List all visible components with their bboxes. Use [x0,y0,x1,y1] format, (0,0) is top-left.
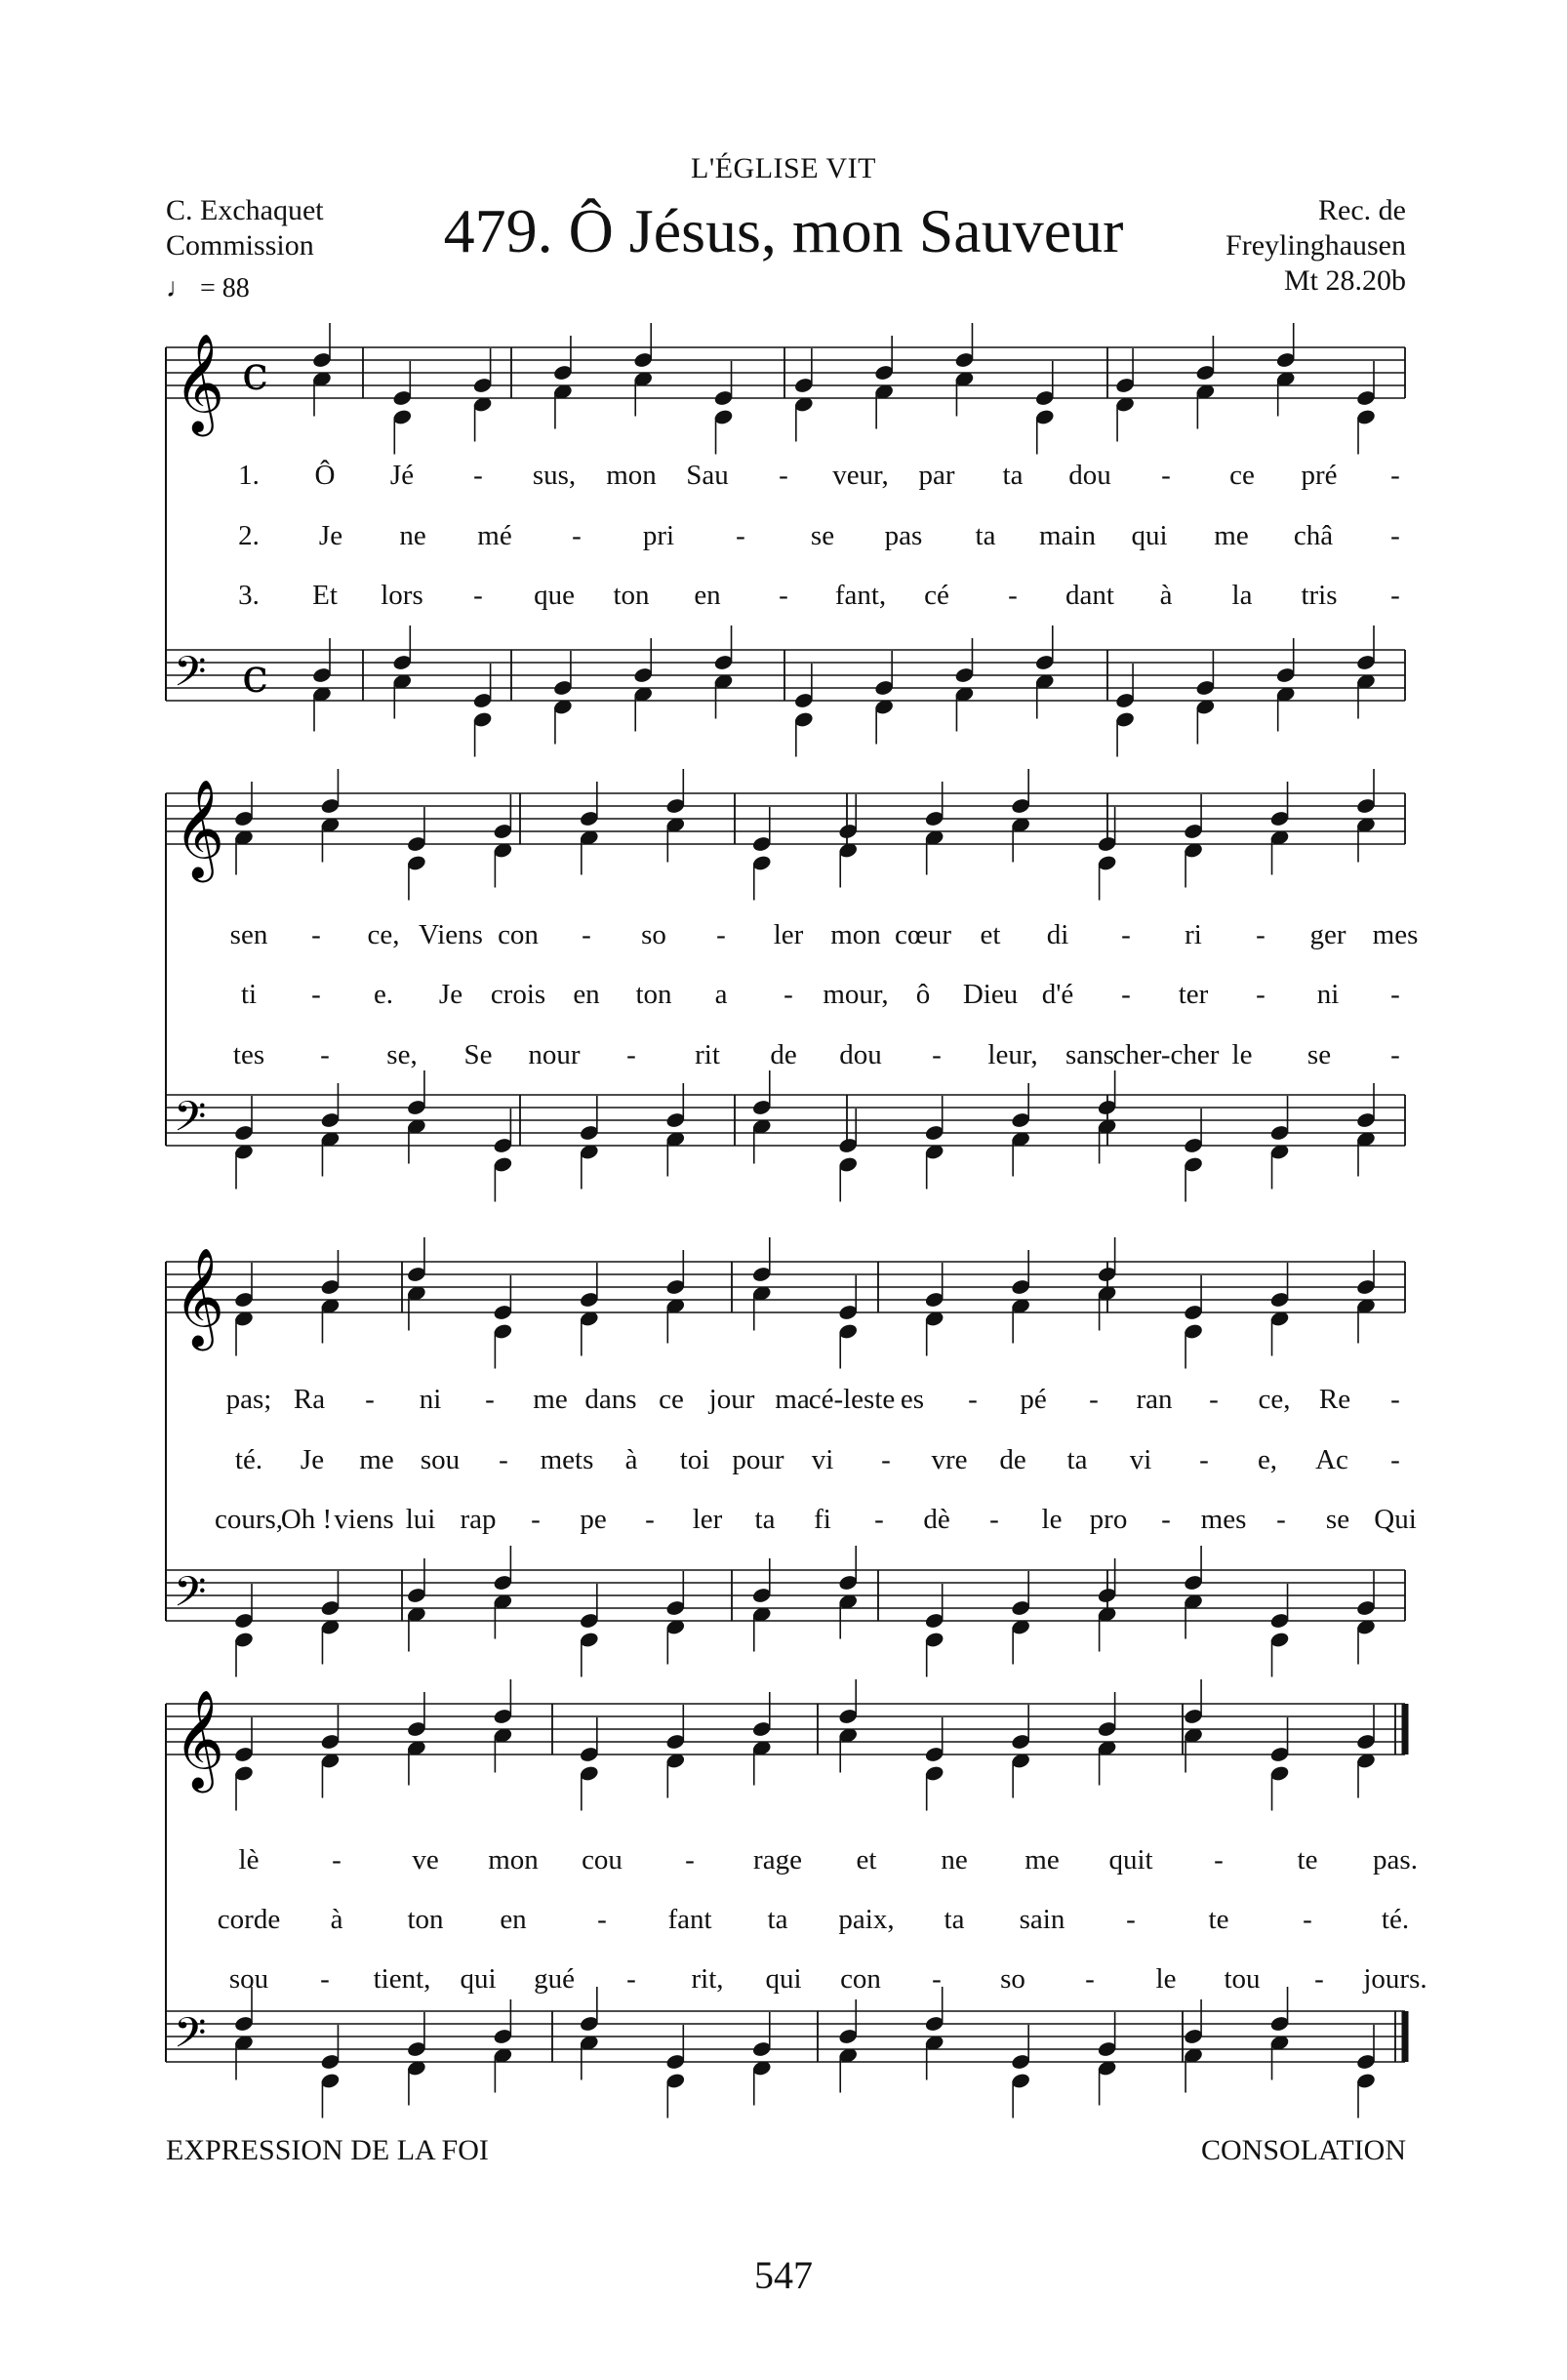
lyric-syllable: pas [884,520,923,551]
lyric-syllable: ta [1002,460,1024,491]
lyric-syllable: châ [1293,520,1334,551]
lyric-syllable: à [330,1904,343,1935]
lyric-syllable: qui [460,1963,497,1995]
lyric-syllable: vre [931,1444,968,1475]
lyric-syllable: tient, [373,1963,431,1995]
lyric-syllable: es [900,1384,925,1415]
lyric-syllable: ton [613,580,650,611]
lyric-syllable: vi [1129,1444,1152,1475]
lyric-syllable: Et [312,580,338,611]
lyric-syllable: ta [975,520,996,551]
lyric-syllable: ta [767,1904,788,1935]
lyric-syllable: mon [488,1844,539,1876]
lyric-syllable: leur, [987,1039,1038,1070]
lyric-syllable: que [534,580,575,611]
lyric-syllable: con [498,919,539,950]
lyric-syllable: se [810,520,835,551]
translator-credit: Commission [166,229,314,262]
lyric-syllable: se, [386,1039,418,1070]
footer-right-theme: CONSOLATION [1201,2134,1406,2166]
lyric-syllable: ce, [367,919,400,950]
lyric-syllable: Jé [389,460,415,491]
lyric-hyphen: - [1390,1444,1400,1475]
lyric-syllable: sou [420,1444,461,1475]
lyric-syllable: mour, [823,979,889,1010]
lyric-syllable: cœur [895,919,951,950]
lyric-syllable: cé-leste [808,1384,896,1415]
lyric-hyphen: - [1390,460,1400,491]
lyric-hyphen: - [473,580,483,611]
lyric-syllable: mé [477,520,512,551]
lyric-syllable: rap [460,1504,497,1535]
lyric-syllable: a [714,979,728,1010]
lyric-hyphen: - [1390,520,1400,551]
lyric-syllable: ter [1178,979,1209,1010]
lyric-syllable: en [573,979,600,1010]
lyric-syllable: en [694,580,721,611]
lyric-syllable: vi [811,1444,834,1475]
lyric-syllable: à [624,1444,638,1475]
lyric-hyphen: - [1209,1384,1219,1415]
lyric-syllable: tes [232,1039,265,1070]
tempo-value: = 88 [200,273,250,303]
lyric-syllable: 2. [238,520,260,551]
lyric-syllable: ger [1309,919,1346,950]
lyric-syllable: te [1297,1844,1318,1876]
lyric-syllable: dou [1068,460,1111,491]
composer-credit-line2: Freylinghausen [1225,229,1406,262]
lyric-syllable: dant [1065,580,1114,611]
lyric-syllable: ce [659,1384,684,1415]
lyric-syllable: ce [1229,460,1255,491]
lyric-syllable: ta [1066,1444,1088,1475]
lyric-syllable: Se [463,1039,493,1070]
lyric-syllable: Dieu [962,979,1019,1010]
lyric-syllable: pro [1089,1504,1128,1535]
lyric-hyphen: - [932,1039,942,1070]
lyric-hyphen: - [332,1844,342,1876]
lyric-syllable: se [1306,1039,1332,1070]
lyric-syllable: la [1231,580,1253,611]
lyric-syllable: pe [580,1504,607,1535]
lyric-hyphen: - [572,520,582,551]
lyric-syllable: ton [635,979,672,1010]
lyric-syllable: ne [941,1844,968,1876]
lyric-syllable: con [840,1963,881,1995]
lyric-syllable: cou [582,1844,623,1876]
lyric-syllable: par [918,460,955,491]
lyric-hyphen: - [1199,1444,1209,1475]
lyric-syllable: tou [1224,1963,1261,1995]
lyric-syllable: rit, [691,1963,724,1995]
lyric-syllable: sen [229,919,268,950]
lyric-syllable: Sau [686,460,729,491]
bass-clef-icon: 𝄢 [174,1093,207,1151]
lyric-syllable: et [980,919,1001,950]
lyric-hyphen: - [1256,919,1266,950]
lyric-hyphen: - [320,1963,330,1995]
lyric-syllable: pour [732,1444,784,1475]
lyric-syllable: ri [1185,919,1202,950]
lyric-syllable: ne [399,520,426,551]
lyric-syllable: fant [667,1904,712,1935]
lyric-hyphen: - [1214,1844,1224,1876]
lyric-syllable: d'é [1041,979,1074,1010]
lyric-syllable: paix, [838,1904,895,1935]
lyricist-credit: C. Exchaquet [166,194,324,226]
quarter-note-icon: ♩ [166,273,193,303]
lyric-syllable: main [1039,520,1096,551]
lyric-syllable: dè [923,1504,950,1535]
lyric-hyphen: - [311,979,321,1010]
lyric-syllable: cé [924,580,949,611]
lyric-syllable: toi [679,1444,710,1475]
lyric-hyphen: - [1126,1904,1136,1935]
lyric-syllable: ce, [1258,1384,1291,1415]
lyric-syllable: ta [944,1904,965,1935]
lyric-syllable: di [1046,919,1069,950]
lyric-syllable: qui [765,1963,802,1995]
lyric-syllable: dou [839,1039,882,1070]
lyric-syllable: mets [540,1444,594,1475]
lyric-syllable: e, [1257,1444,1278,1475]
lyric-syllable: lè [238,1844,260,1876]
lyric-syllable: Viens [419,919,483,950]
lyric-syllable: 1. [238,460,260,491]
lyric-syllable: té. [1381,1904,1410,1935]
lyric-syllable: ô [915,979,931,1010]
lyric-hyphen: - [1008,580,1018,611]
bass-clef-icon: 𝄢 [174,1568,207,1627]
lyric-syllable: Qui [1374,1504,1417,1535]
lyric-hyphen: - [626,1963,636,1995]
lyric-hyphen: - [1390,1039,1400,1070]
lyric-syllable: té. [234,1444,263,1475]
lyric-hyphen: - [645,1504,655,1535]
lyric-hyphen: - [989,1504,999,1535]
lyric-hyphen: - [499,1444,508,1475]
lyric-syllable: Re [1318,1384,1351,1415]
lyric-syllable: sans [1065,1039,1114,1070]
lyric-syllable: so [1000,1963,1025,1995]
lyric-syllable: ni [419,1384,442,1415]
lyric-syllable: rit [695,1039,720,1070]
lyric-syllable: jour [708,1384,755,1415]
lyric-hyphen: - [1390,979,1400,1010]
lyric-syllable: mon [830,919,881,950]
lyric-syllable: sou [228,1963,269,1995]
composer-credit-line1: Rec. de [1318,194,1406,226]
lyric-syllable: so [641,919,666,950]
lyric-syllable: Ac [1315,1444,1348,1475]
lyric-hyphen: - [716,919,726,950]
lyric-hyphen: - [531,1504,541,1535]
lyric-syllable: sus, [532,460,577,491]
lyric-syllable: Ô [314,460,336,491]
lyric-syllable: à [1159,580,1173,611]
lyric-syllable: Ra [293,1384,326,1415]
lyric-syllable: gué [534,1963,575,1995]
lyric-hyphen: - [932,1963,942,1995]
bass-clef-icon: 𝄢 [174,2009,207,2068]
lyric-syllable: pas; [225,1384,272,1415]
hymn-title: 479. Ô Jésus, mon Sauveur [443,196,1124,265]
lyric-hyphen: - [1161,1504,1171,1535]
lyric-syllable: ma [775,1384,810,1415]
lyric-syllable: mes [1372,919,1419,950]
lyric-syllable: Je [300,1444,325,1475]
lyric-hyphen: - [685,1844,695,1876]
treble-clef-icon: 𝄞 [174,778,225,878]
lyric-syllable: Je [438,979,463,1010]
lyric-hyphen: - [582,919,591,950]
footer-left-theme: EXPRESSION DE LA FOI [166,2134,489,2166]
lyric-syllable: le [1231,1039,1253,1070]
lyric-syllable: veur, [832,460,889,491]
lyric-syllable: ta [754,1504,776,1535]
lyric-syllable: le [1155,1963,1177,1995]
lyric-hyphen: - [1121,979,1131,1010]
lyric-hyphen: - [1256,979,1266,1010]
lyric-syllable: de [770,1039,797,1070]
lyric-syllable: le [1041,1504,1063,1535]
common-time-icon: c [242,649,268,704]
lyric-hyphen: - [779,580,788,611]
lyric-syllable: ler [773,919,804,950]
lyric-syllable: jours. [1363,1963,1427,1995]
lyric-syllable: ran [1136,1384,1173,1415]
lyric-hyphen: - [626,1039,636,1070]
lyric-syllable: de [999,1444,1026,1475]
lyric-syllable: se [1325,1504,1350,1535]
lyric-syllable: ti [240,979,258,1010]
lyric-syllable: fi [814,1504,831,1535]
lyric-syllable: mon [606,460,657,491]
lyric-syllable: et [856,1844,877,1876]
lyric-hyphen: - [320,1039,330,1070]
lyric-syllable: e. [373,979,394,1010]
lyric-syllable: nour [528,1039,581,1070]
lyric-syllable: lui [405,1504,436,1535]
lyric-hyphen: - [874,1504,884,1535]
lyric-syllable: qui [1131,520,1168,551]
lyric-syllable: ton [407,1904,444,1935]
lyric-syllable: ni [1316,979,1340,1010]
lyric-syllable: cours, [214,1504,284,1535]
page-number: 547 [754,2253,813,2297]
lyric-syllable: Oh ! [280,1504,333,1535]
lyric-syllable: pré [1301,460,1338,491]
lyric-syllable: pri [642,520,675,551]
treble-clef-icon: 𝄞 [174,1688,225,1789]
lyric-syllable: me [533,1384,568,1415]
common-time-icon: c [242,346,268,401]
treble-clef-icon: 𝄞 [174,332,225,432]
lyric-hyphen: - [365,1384,375,1415]
lyric-syllable: corde [217,1904,281,1935]
lyric-syllable: quit [1108,1844,1153,1876]
lyric-syllable: dans [584,1384,637,1415]
lyric-hyphen: - [968,1384,978,1415]
lyric-syllable: cher-cher [1112,1039,1220,1070]
lyric-syllable: tris [1301,580,1338,611]
lyric-syllable: pas. [1373,1844,1418,1876]
lyric-hyphen: - [881,1444,891,1475]
lyric-hyphen: - [1121,919,1131,950]
lyric-syllable: rage [753,1844,802,1876]
lyric-syllable: pé [1020,1384,1047,1415]
lyric-syllable: fant, [834,580,887,611]
lyric-hyphen: - [597,1904,607,1935]
lyric-syllable: sain [1019,1904,1065,1935]
lyric-hyphen: - [311,919,321,950]
lyric-syllable: me [1025,1844,1060,1876]
bass-clef-icon: 𝄢 [174,648,207,706]
lyric-hyphen: - [1390,580,1400,611]
lyric-hyphen: - [485,1384,495,1415]
lyric-syllable: ve [412,1844,439,1876]
lyric-syllable: te [1208,1904,1229,1935]
lyric-syllable: Je [318,520,343,551]
lyric-syllable: me [359,1444,394,1475]
lyric-hyphen: - [1314,1963,1324,1995]
lyric-hyphen: - [779,460,788,491]
section-heading: L'ÉGLISE VIT [691,152,876,184]
lyric-hyphen: - [1276,1504,1286,1535]
lyric-syllable: ler [692,1504,723,1535]
lyric-syllable: en [500,1904,527,1935]
lyric-hyphen: - [736,520,745,551]
lyric-syllable: lors [381,580,423,611]
lyric-hyphen: - [1085,1963,1095,1995]
lyric-hyphen: - [473,460,483,491]
lyric-hyphen: - [784,979,793,1010]
treble-clef-icon: 𝄞 [174,1246,225,1347]
lyric-hyphen: - [1390,1384,1400,1415]
lyric-syllable: viens [334,1504,394,1535]
lyric-syllable: crois [490,979,546,1010]
lyric-hyphen: - [1161,460,1171,491]
lyric-hyphen: - [1089,1384,1099,1415]
scripture-reference: Mt 28.20b [1283,264,1406,297]
lyric-syllable: 3. [238,580,260,611]
lyric-syllable: mes [1200,1504,1247,1535]
lyric-syllable: me [1214,520,1249,551]
lyric-hyphen: - [1303,1904,1312,1935]
